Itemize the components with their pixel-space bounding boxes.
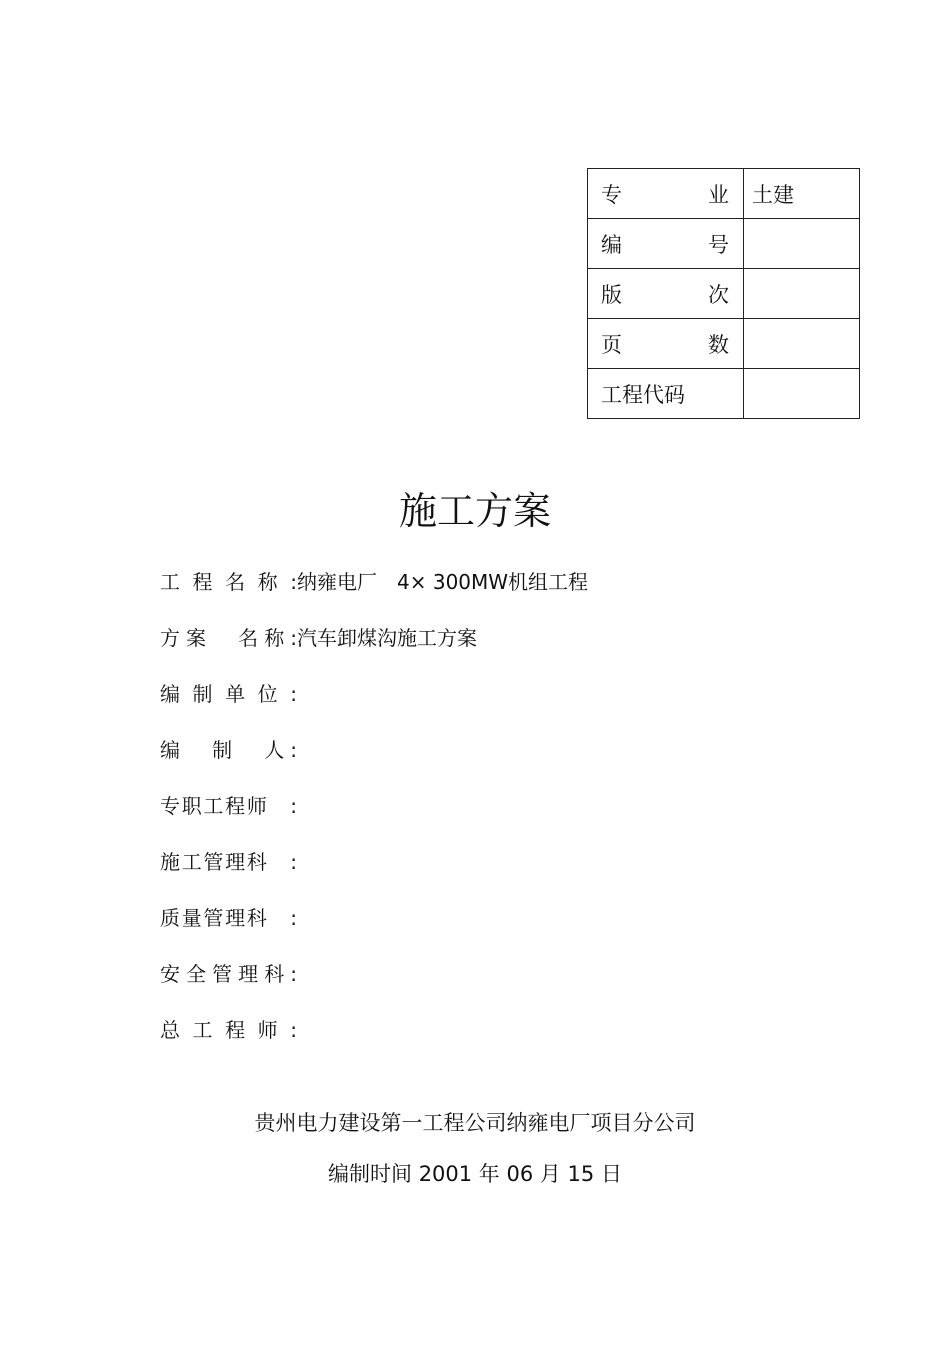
field-label-engineer: 专职工程师 : (160, 794, 297, 818)
info-row-pages (588, 319, 860, 369)
info-value-number (744, 219, 860, 269)
field-label-safety-dept: 安全管理科: (160, 962, 297, 986)
field-construction-dept (160, 847, 297, 877)
footer-company: 贵州电力建设第一工程公司纳雍电厂项目分公司 (254, 1111, 696, 1135)
info-key-project-code: 工程代码 (588, 369, 744, 419)
field-project-name (160, 567, 588, 597)
field-label-chief-engineer: 总工程师: (160, 1018, 297, 1042)
field-value-project-name: 纳雍电厂 4× 300MW机组工程 (297, 570, 589, 594)
info-value-revision (744, 269, 860, 319)
field-label-quality-dept: 质量管理科 : (160, 906, 297, 930)
info-value-project-code (744, 369, 860, 419)
field-compiling-unit (160, 679, 297, 709)
field-value-plan-name: 汽车卸煤沟施工方案 (297, 626, 477, 650)
field-compiler (160, 735, 297, 765)
info-key-number: 编 号 (588, 219, 744, 269)
field-chief-engineer (160, 1015, 297, 1045)
footer-date: 编制时间 2001 年 06 月 15 日 (328, 1162, 622, 1186)
info-key-pages: 页 数 (588, 319, 744, 369)
info-row-number (588, 219, 860, 269)
field-quality-dept (160, 903, 297, 933)
info-value-specialty: 土建 (744, 169, 860, 219)
document-title: 施工方案 (398, 489, 551, 533)
info-key-revision: 版 次 (588, 269, 744, 319)
field-label-compiling-unit: 编制单位: (160, 682, 297, 706)
info-key-specialty: 专 业 (588, 169, 744, 219)
field-label-compiler: 编 制 人: (160, 738, 297, 762)
field-label-construction-dept: 施工管理科 : (160, 850, 297, 874)
field-label-project-name: 工程名称: (160, 570, 297, 594)
field-safety-dept (160, 959, 297, 989)
info-value-pages (744, 319, 860, 369)
info-row-revision (588, 269, 860, 319)
document-info-table (587, 168, 860, 419)
info-row-specialty (588, 169, 860, 219)
field-label-plan-name: 方案 名称: (160, 626, 297, 650)
field-plan-name (160, 623, 477, 653)
field-engineer (160, 791, 297, 821)
info-row-project-code (588, 369, 860, 419)
